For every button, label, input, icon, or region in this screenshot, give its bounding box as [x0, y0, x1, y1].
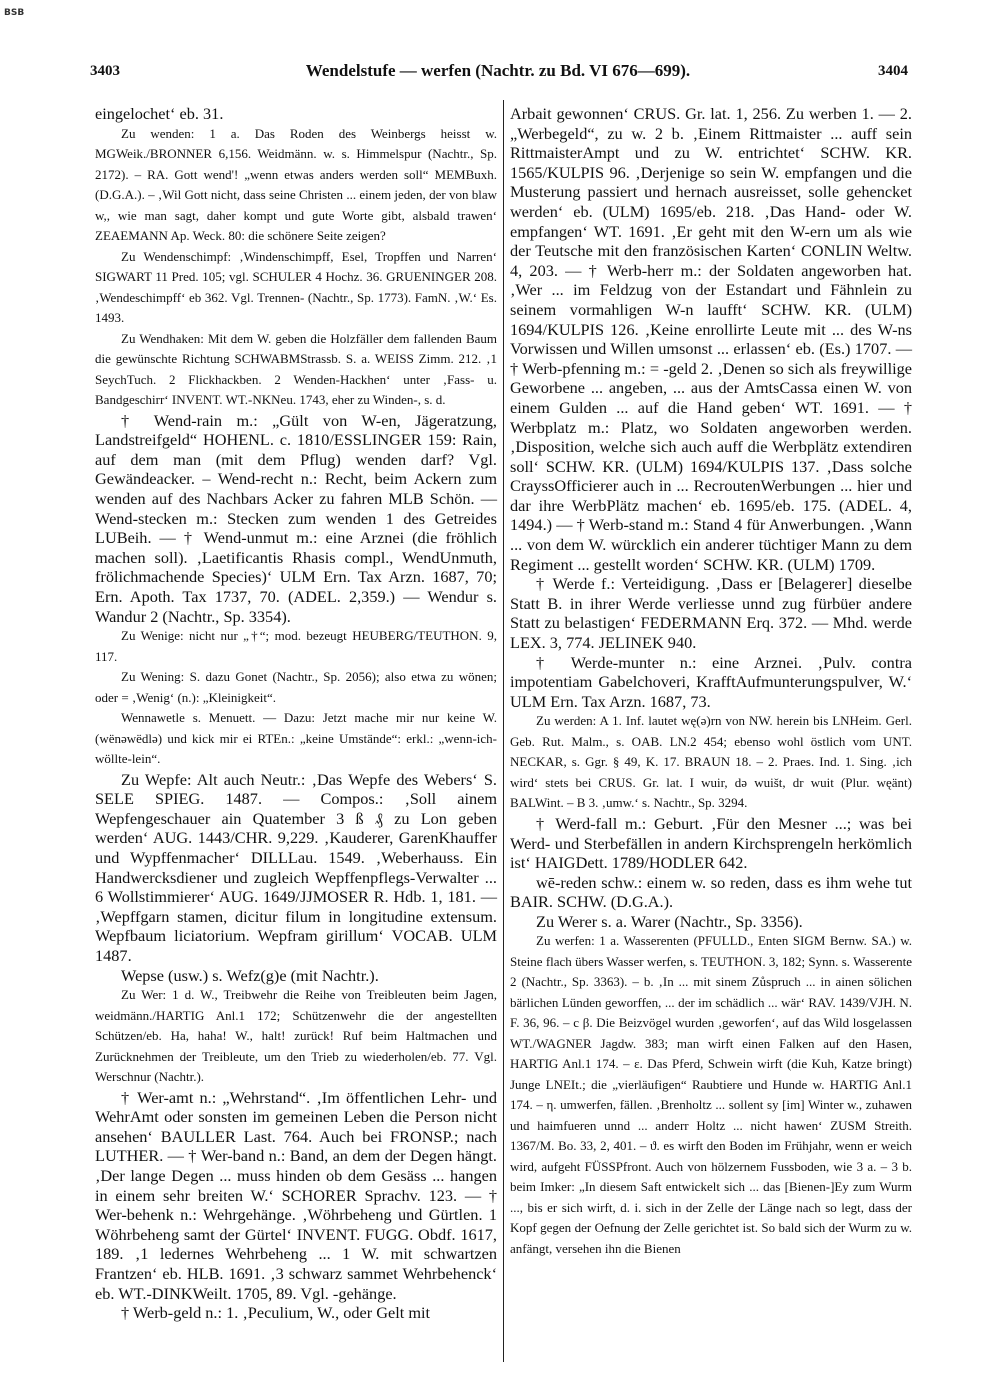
page-number-left: 3403	[90, 63, 120, 79]
dictionary-entry: wē-reden schw.: einem w. so reden, dass es ihm wehe tut BAIR. SCHW. (D.G.A.).	[510, 872, 912, 912]
dictionary-entry: † Werd-fall m.: Geburt. ‚Für den Mesner ...; was bei Werd- und Sterbefällen in andern Kirchsprengeln herkömlich ist‘ HAIGDett. 1789/HODLER 642.	[510, 813, 912, 873]
dictionary-entry: Zu Wening: S. dazu Gonet (Nachtr., Sp. 2056); also etwa zu wönen; oder = ‚Wenig‘ (n.): „Kleinigkeit“.	[95, 669, 497, 705]
dictionary-entry: eingelochet‘ eb. 31.	[95, 104, 224, 123]
dictionary-entry: † Wer-amt n.: „Wehrstand“. ‚Im öffentlichen Lehr- und WehrAmt oder sonsten im gemeinen Leben die Person nicht ansehen‘ BAULLER Last. 764. Auch bei FRONSP.; nach LUTHER. — † Wer-band n.: Band, an dem der Degen hängt. ‚Der lange Degen ... muss hinden ob dem Gesäss ... hangen in einem sehr breiten W.‘ SCHORER Sprachv. 123. — † Wer-behenk n.: Wehrgehänge. ‚Wöhrbeheng und Gürtlen. 1 Wöhrbeheng samt der Gürtel‘ INVENT. FUGG. Obdf. 1617, 189. ‚1 ledernes Wehrbeheng ... 1 W. mit schwartzen Frantzen‘ eb. HLB. 1691. ‚3 schwarz sammet Wehrbehenck‘ eb. WT.-DINKWeilt. 1705, 89. Vgl. -gehänge.	[95, 1087, 497, 1303]
running-title: Wendelstufe — werfen (Nachtr. zu Bd. VI 676—699).	[305, 61, 691, 80]
dictionary-entry: Zu Wenige: nicht nur „†“; mod. bezeugt HEUBERG/TEUTHON. 9, 117.	[95, 628, 497, 664]
column-divider	[503, 100, 504, 1362]
dictionary-entry: Zu Wendhaken: Mit dem W. geben die Holzfäller dem fallenden Baum die gewünschte Richtung SCHWABMStrassb. S. a. WEISS Zimm. 212. ‚1 SeychTuch. 2 Flickhackben. 2 Wenden-Hackhen‘ unter ‚Fass- u. Bandgeschirr‘ INVENT. WT.-NKNeu. 1743, eher zu Winden-, s. d.	[95, 330, 497, 408]
dictionary-entry: Wepse (usw.) s. Wefz(g)e (mit Nachtr.).	[121, 965, 379, 985]
dictionary-entry: Zu Werer s. a. Warer (Nachtr., Sp. 3356).	[536, 911, 803, 931]
dictionary-entry: Zu Wendenschimpf: ‚Windenschimpff, Esel, Tropffen und Narren‘ SIGWART 11 Pred. 105; vgl. SCHULER 4 Hochz. 36. GRUENINGER 208. ‚Wendeschimpff‘ eb 362. Vgl. Trennen- (Nachtr., Sp. 1773). FamN. ‚W.‘ Es. 1493.	[95, 248, 497, 326]
library-stamp: BSB	[4, 8, 25, 18]
dictionary-entry: † Werb-geld n.: 1. ‚Peculium, W., oder Gelt mit	[121, 1303, 431, 1323]
dictionary-entry: † Werde-munter n.: eine Arznei. ‚Pulv. contra impotentiam Gabelchoveri, KrafftAufmunterungspulver, W.‘ ULM Ern. Tax Arzn. 1687, 73.	[510, 652, 912, 711]
right-column	[510, 104, 912, 1259]
dictionary-entry: Zu werden: A 1. Inf. lautet wę(ə)rn von NW. herein bis LNHeim. Gerl. Geb. Rut. Malm., s. OAB. LN.2 454; ebenso wohl östlich vom UNT. NECKAR, s. Ggr. § 49, K. 17. BRAUN 18. – 2. Praes. Ind. 1. Sing. ‚ich wird‘ stets bei CRUS. Gr. lat. I wuir, də wuišt, dr wuit (Plur. węänt) BALWint. – B 3. ‚umw.‘ s. Nachtr., Sp. 3294.	[510, 713, 912, 811]
dictionary-entry: † Werde f.: Verteidigung. ‚Dass er [Belagerer] dieselbe Statt B. in ihrer Werde verliesse unnd zug fürbüer andere Statt zu belastigen‘ FEDERMANN Erq. 372. — Mhd. werde LEX. 3, 774. JELINEK 940.	[510, 574, 912, 653]
dictionary-entry: Arbait gewonnen‘ CRUS. Gr. lat. 1, 256. Zu werben 1. — 2. „Werbegeld“, zu w. 2 b. ‚Einem Rittmaister ... auff sein RittmaisterAmpt und zu W. entrichtet‘ SCHW. KR. 1565/KULPIS 96. ‚Derjenige so sein W. empfangen und die Musterung passiert und hernach ausreisset, solle gehencket werden‘ eb. (ULM) 1695/eb. 218. ‚Das Hand- oder W. empfangen‘ WT. 1691. ‚Er geht mit den W-ern um als wie der Teutsche mit den französischen Karten‘ CONLIN Weltw. 4, 203. — † Werb-herr m.: der Soldaten angeworben hat. ‚Wer ... im Feldzug von der Estandart und Fähnlein zu seinem vormahligen W-n laufft‘ SCHW. KR. (ULM) 1694/KULPIS 126. ‚Keine enrollirte Leute mit ... des W-ns Vorwissen und Willen umsonst ... erlassen‘ eb. (Es.) 1707. — † Werb-pfenning m.: = -geld 2. ‚Denen so sich als freywillige Geworbene ... angeben, ... aus der AmtsCassa einen W. von einem Gulden ... auf die Hand geben‘ WT. 1691. — † Werbplatz m.: Platz, wo Soldaten angeworben werden. ‚Disposition, welche sich auch auff die Werbplätz extendiren soll‘ SCHW. KR. (ULM) 1694/KULPIS 137. ‚Dass solche CrayssOfficierer auch in ... RecroutenWerbungen ... hier und dar ihre WerbPlätz machen‘ eb. 1695/eb. 175. (ADEL. 4, 1494.) — † Werb-stand m.: Stand 4 für Anwerbungen. ‚Wann ... von dem W. würcklich ein anderer tüchtiger Mann zu dem Regiment ... gestellt worden‘ SCHW. KR. (ULM) 1709.	[510, 104, 912, 574]
left-column	[95, 104, 497, 1323]
page-number-right: 3404	[878, 63, 908, 79]
dictionary-entry: Zu Wer: 1 d. W., Treibwehr die Reihe von Treibleuten beim Jagen, weidmänn./HARTIG Anl.1 172; Schützenwehr die der angestellten Schützen/eb. Ha, haha! W., halt! zurück! Ruf beim Haltmachen und Zurücknehmen der Treibleute, um den Trieb zu wiederholen/eb. 77. Vgl. Werschnur (Nachtr.).	[95, 987, 497, 1085]
dictionary-entry: Wennawetle s. Menuett. — Dazu: Jetzt mache mir nur keine W. (wënəwëdlə) und kick mir ei RTEn.: „keine Umstände“: erkl.: „wenn-ich-wöllte-lein“.	[95, 710, 497, 767]
dictionary-entry: Zu wenden: 1 a. Das Roden des Weinbergs heisst w. MGWeik./BRONNER 6,156. Weidmänn. w. s. Himmelspur (Nachtr., Sp. 2172). – RA. Gott wend'! „wenn etwas anders werden soll“ MEMBuxh. (D.G.A.). – ‚Wil Gott nicht, dass seine Christen ... einem jeden, der von blaw w,, wie man sagt, daher kompt und gute Worte gibt, alsbald trawen‘ ZEAEMANN Ap. Weck. 80: die schönere Seite zeigen?	[95, 125, 497, 244]
dictionary-entry: Zu werfen: 1 a. Wasserenten (PFULLD., Enten SIGM Bernw. SA.) w. Steine flach übers Wasser werfen, s. TEUTHON. 3, 182; Synn. s. Wasserente 2 (Nachtr., Sp. 3363). – b. ‚In ... mit sinem Zůspruch ... in ainen sölichen bärlichen Lünden geworffen, ... der im schädlich ... wär‘ RAV. 1439/VJH. N. F. 36, 96. – c β. Die Beizvögel wurden ‚geworfen‘, auf das Wild losgelassen WT./WAGNER Jagdw. 383; man wirft einen Falken auf den Hasen, HARTIG Anl.1 174. – ε. Das Pferd, Schwein wirft (die Kuh, Katze bringt) Junge LNEIt.; die „vierläufigen“ Raubtiere und Hunde w. HARTIG Anl.1 174. – η. umwerfen, fällen. ‚Brenholtz ... sollent sy [im] Winter w., zuhawen und haimfueren unnd ... anderr Holtz ... nicht hawen‘ ZUSM Streith. 1367/M. Bo. 33, 2, 401. – ϑ. es wirft den Boden im Frühjahr, wenn er weich wird, aufgeht FÜSSPfront. Auch von hölzernem Fussboden, wie 3 a. – 3 b. beim Imker: „In diesem Saft entwickelt sich ... das [Bienen-]Ey zum Wurm ..., bis er sich wirft, d. i. sich in der Zelle der Länge nach so legt, dass der Kopf gegen der Oefnung der Zelle gerichtet ist. So bald sich der Wurm zu w. anfängt, versehen ihn die Bienen	[510, 933, 912, 1256]
page-header	[88, 59, 908, 85]
dictionary-entry: Zu Wepfe: Alt auch Neutr.: ‚Das Wepfe des Webers‘ S. SELE SPIEG. 1487. — Compos.: ‚Soll ainem Wepfengeschauer ain Quatember 3 ß ₰ zu Lon geben werden‘ AUG. 1443/CHR. 9,229. ‚Kauderer, GarenKhauffer und Wypffenmacher‘ DILLLau. 1549. ‚Weberhauss. Ein Handwercksdiener und zugleich Wepffenpflegs-Verwalter ... 6 Wollstimmierer‘ AUG. 1649/JJMOSER R. Hdb. 1, 181. — ‚Wepffgarn stamen, dicitur filum in longitudine extensum. Wepfbaum liciatorium. Wepfram girillum‘ VOCAB. ULM 1487.	[95, 769, 497, 965]
dictionary-entry: † Wend-rain m.: „Gült von W-en, Jägeratzung, Landstreifgeld“ HOHENL. c. 1810/ESSLINGER 159: Rain, auf dem man (mit dem Pflug) wenden darf? Vgl. Gewändeacker. – Wend-recht n.: Recht, beim Ackern zum wenden auf des Nachbars Acker zu fahren MLB Schön. — Wend-stecken m.: Stecken zum wenden 1 des Getreides LUBeih. — † Wend-unmut m.: eine Arznei (die fröhlich machen soll). ‚Laetificantis Rhasis compl., WendUnmuth, frölichmachende Species)‘ ULM Ern. Tax Arzn. 1687, 70; Ern. Apoth. Tax 1737, 70. (ADEL. 2,359.) — Wendur s. Wandur 2 (Nachtr., Sp. 3354).	[95, 410, 497, 626]
